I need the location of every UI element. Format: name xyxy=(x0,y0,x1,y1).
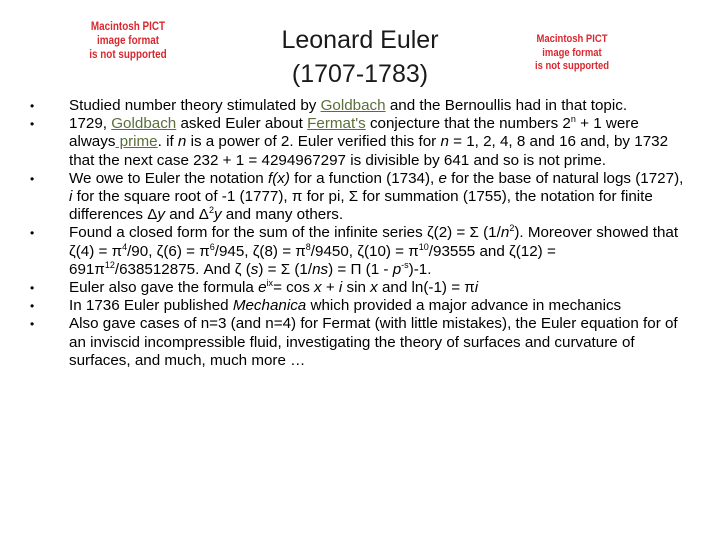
bullet-mechanica xyxy=(28,297,688,315)
superscript: 2 xyxy=(509,223,515,234)
slide-title xyxy=(200,23,520,91)
superscript: 10 xyxy=(418,241,429,252)
math-var: e xyxy=(258,279,267,297)
bullet-text: /945, xyxy=(214,242,253,260)
bullet-infinite-series xyxy=(28,224,688,279)
bullet-text: /9450, xyxy=(310,242,358,260)
superscript: 12 xyxy=(104,259,115,270)
pict-line: is not supported xyxy=(89,49,167,61)
math-symbol: ζ xyxy=(156,242,164,260)
math-var: e xyxy=(438,169,447,187)
superscript: ix xyxy=(266,278,274,289)
pict-line: Macintosh PICT xyxy=(90,21,166,33)
math-symbol: π xyxy=(94,260,105,278)
bullet-euler-formula xyxy=(28,279,688,297)
pict-placeholder-left xyxy=(78,20,178,62)
superscript: 2 xyxy=(208,205,214,216)
bullet-text: (2) = xyxy=(433,224,470,242)
bullet-text: (1/ xyxy=(478,224,501,242)
bullet-notation xyxy=(28,170,688,225)
bullet-text: ( xyxy=(241,260,251,278)
superscript: -s xyxy=(401,259,409,270)
math-symbol: ζ xyxy=(426,224,434,242)
bullet-text: and xyxy=(165,206,199,224)
math-symbol: π xyxy=(291,188,303,206)
bullet-goldbach-bernoullis xyxy=(28,97,688,115)
prime-link[interactable]: prime xyxy=(115,133,158,151)
math-var: i xyxy=(338,279,343,297)
bullet-text: for the square root of -1 (1777), xyxy=(72,188,292,206)
bullet-text: ) = xyxy=(258,260,281,278)
bullet-text: /93555 and xyxy=(428,242,510,260)
bullet-text: ) = xyxy=(328,260,351,278)
goldbach-link[interactable]: Goldbach xyxy=(320,97,386,114)
pict-line: image format xyxy=(542,46,602,59)
bullet-text: Euler also gave the formula xyxy=(69,279,259,297)
math-symbol: Δ xyxy=(198,206,209,224)
bullet-text: (6) = xyxy=(163,242,200,260)
bullet-text: conjecture that the numbers 2 xyxy=(365,115,571,133)
pict-line: image format xyxy=(96,35,160,47)
bullet-text: Also gave cases of n=3 (and n=4) for Fermat (with little mistakes), the Euler equation for of an inviscid incompressible fluid, investigating the theory of surfaces and curvature of surfaces, and much, much more … xyxy=(69,315,678,369)
bullet-text: = 1, 2, 4, 8 and 16 and, by 1732 that the next case 232 + 1 = 4294967297 is divisible by 641 and so is not prime. xyxy=(69,133,669,169)
math-symbol: ζ xyxy=(509,242,516,260)
bullet-text: and the Bernoullis had in that topic. xyxy=(385,97,628,114)
bullet-text: /90, xyxy=(127,242,157,260)
superscript: 6 xyxy=(209,241,215,252)
math-var: ns xyxy=(312,260,329,278)
bullet-text: (12) = 691 xyxy=(69,242,556,278)
math-symbol: Σ xyxy=(280,260,291,278)
bullet-text: Found a closed form for the sum of the infinite series xyxy=(69,224,427,242)
bullet-text: and many others. xyxy=(221,206,344,224)
bullet-text: and ln(-1) = xyxy=(377,279,465,297)
bullet-text: sin xyxy=(342,279,371,297)
math-var: i xyxy=(474,279,479,297)
pict-line: Macintosh PICT xyxy=(536,33,608,45)
bullet-text: which provided a major advance in mechanics xyxy=(306,297,622,315)
bullet-text: for a function (1734), xyxy=(289,169,439,187)
bullet-text: + xyxy=(321,279,339,297)
math-var: y xyxy=(213,206,222,224)
math-var: i xyxy=(69,188,73,206)
bullet-text: + 1 were always xyxy=(69,115,639,151)
math-symbol: Σ xyxy=(348,188,359,206)
bullet-text: = cos xyxy=(273,279,315,297)
bullet-text: for pi, xyxy=(302,188,349,206)
superscript: n xyxy=(570,114,576,125)
math-symbol: ζ xyxy=(69,242,76,260)
pict-line: is not supported xyxy=(534,60,610,72)
bullet-text: In 1736 Euler published xyxy=(69,297,233,315)
bullet-other-work xyxy=(28,315,688,370)
math-symbol: π xyxy=(295,242,306,260)
math-symbol: Π xyxy=(350,260,362,278)
math-var: x xyxy=(314,279,322,297)
bullet-text: )-1. xyxy=(408,260,432,278)
fermat-link[interactable]: Fermat's xyxy=(307,115,366,133)
math-var: y xyxy=(157,206,165,224)
bullet-text: (8) = xyxy=(259,242,296,260)
math-symbol: Δ xyxy=(147,206,158,224)
math-var: n xyxy=(440,133,449,151)
bullet-fermat-conjecture xyxy=(28,115,688,170)
math-symbol: Σ xyxy=(469,224,479,242)
goldbach-link[interactable]: Goldbach xyxy=(111,115,177,133)
math-var: p xyxy=(392,260,402,278)
math-var: n xyxy=(500,224,510,242)
bullet-text: /638512875. And xyxy=(114,260,235,278)
math-var: f(x) xyxy=(267,169,290,187)
math-var: n xyxy=(177,133,187,151)
bullet-text: (4) = xyxy=(75,242,112,260)
bullet-text: is a power of 2. Euler verified this for xyxy=(186,133,441,151)
math-symbol: ζ xyxy=(357,242,364,260)
title-name: Leonard Euler xyxy=(281,26,439,54)
math-symbol: ζ xyxy=(234,260,242,278)
math-symbol: π xyxy=(464,279,475,297)
math-symbol: π xyxy=(111,242,123,260)
bullet-text: (1/ xyxy=(290,260,313,278)
bullet-text: (10) = xyxy=(363,242,409,260)
bullet-text: (1 - xyxy=(361,260,393,278)
bullet-list xyxy=(28,97,688,370)
math-var: x xyxy=(370,279,378,297)
bullet-text: ). Moreover showed that xyxy=(514,224,679,242)
math-var: s xyxy=(250,260,259,278)
math-symbol: π xyxy=(199,242,210,260)
bullet-text: for summation (1755), the notation for finite differences xyxy=(69,188,653,224)
pict-placeholder-right xyxy=(522,33,622,74)
math-symbol: π xyxy=(408,242,419,260)
bullet-text: for the base of natural logs (1727), xyxy=(446,169,684,187)
bullet-text: We owe to Euler the notation xyxy=(69,169,268,187)
title-dates: (1707-1783) xyxy=(291,60,429,88)
bullet-text: Studied number theory stimulated by xyxy=(69,97,321,114)
math-symbol: ζ xyxy=(252,242,260,260)
superscript: 8 xyxy=(305,241,311,252)
bullet-text: . if xyxy=(157,133,178,151)
bullet-text: 1729, xyxy=(69,115,112,133)
superscript: 4 xyxy=(122,241,128,252)
book-title: Mechanica xyxy=(232,297,307,315)
bullet-text: asked Euler about xyxy=(176,115,308,133)
